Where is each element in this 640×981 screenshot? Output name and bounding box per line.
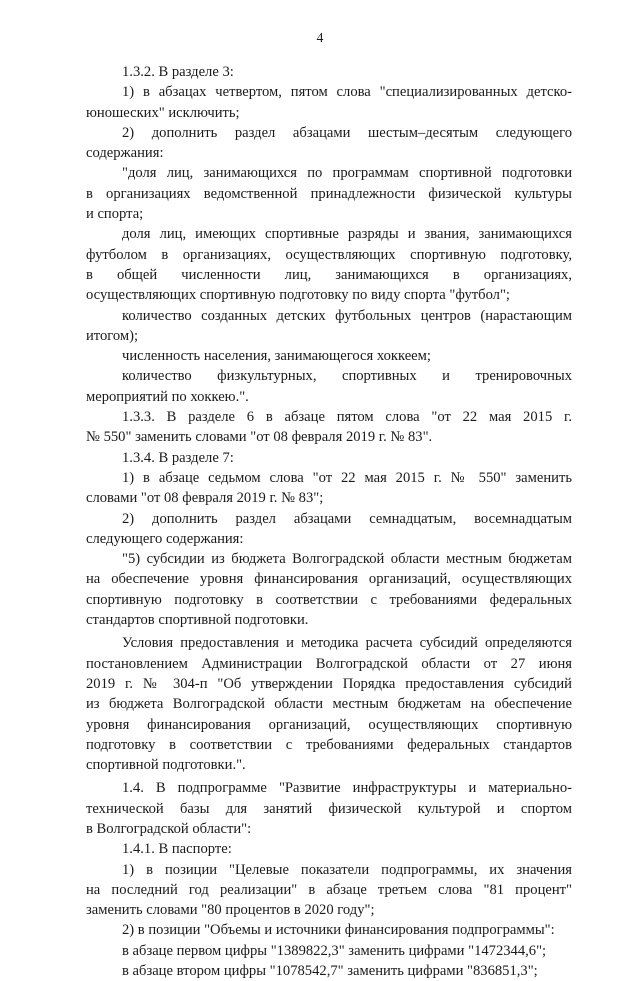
text-line: и спорта; — [86, 206, 144, 223]
text-line: осуществляющих спортивную подготовку по виду спорта "футбол"; — [86, 287, 510, 304]
text-line: юношеских" исключить; — [86, 104, 240, 121]
text-line: 1.3.3. В разделе 6 в абзаце пятом слова "от 22 мая 2015 г. — [122, 409, 572, 426]
text-line: мероприятий по хоккею.". — [86, 388, 249, 405]
text-line: Условия предоставления и методика расчета субсидий определяются — [122, 635, 572, 652]
text-line: № 550" заменить словами "от 08 февраля 2019 г. № 83". — [86, 429, 433, 446]
text-line: стандартов спортивной подготовки. — [86, 612, 309, 629]
page-number: 4 — [316, 30, 324, 45]
text-line: спортивную подготовку в соответствии с требованиями федеральных — [86, 591, 572, 608]
text-line: в Волгоградской области": — [86, 820, 252, 837]
text-line: заменить словами "80 процентов в 2020 году"; — [86, 902, 375, 919]
text-line: 2) в позиции "Объемы и источники финансирования подпрограммы": — [122, 922, 555, 939]
text-line: в организациях ведомственной принадлежности физической культуры — [86, 185, 572, 202]
document-body — [86, 62, 572, 981]
text-line: 2019 г. № 304-п "Об утверждении Порядка предоставления субсидий — [86, 675, 572, 692]
text-line: словами "от 08 февраля 2019 г. № 83"; — [86, 490, 324, 507]
text-line: численность населения, занимающегося хоккеем; — [122, 348, 431, 365]
text-line: на последний год реализации" в абзаце третьем слова "81 процент" — [86, 881, 572, 898]
text-line: 1) в абзацах четвертом, пятом слова "специализированных детско- — [122, 84, 572, 101]
text-line: 1) в абзаце седьмом слова "от 22 мая 2015 г. № 550" заменить — [122, 469, 572, 486]
text-line: 1.4.1. В паспорте: — [122, 841, 232, 858]
text-line: 1.4. В подпрограмме "Развитие инфраструктуры и материально- — [122, 780, 572, 797]
text-line: 2) дополнить раздел абзацами семнадцатым, восемнадцатым — [122, 510, 572, 527]
text-line: спортивной подготовки.". — [86, 757, 246, 774]
text-line: количество физкультурных, спортивных и тренировочных — [122, 368, 572, 385]
text-line: следующего содержания: — [86, 530, 244, 547]
text-line: на обеспечение уровня финансирования организаций, осуществляющих — [86, 571, 572, 588]
text-line: подготовку в соответствии с требованиями федеральных стандартов — [86, 736, 572, 753]
text-line: в общей численности лиц, занимающихся в организациях, — [86, 266, 572, 283]
text-line: в абзаце первом цифры "1389822,3" заменить цифрами "1472344,6"; — [122, 942, 547, 959]
text-line: 2) дополнить раздел абзацами шестым–десятым следующего — [122, 124, 572, 141]
text-line: итогом); — [86, 327, 139, 344]
text-line: в абзаце втором цифры "1078542,7" заменить цифрами "836851,3"; — [122, 963, 538, 980]
text-line: доля лиц, имеющих спортивные разряды и звания, занимающихся — [122, 226, 572, 243]
text-line: 1.3.2. В разделе 3: — [122, 64, 234, 80]
text-line: футболом в организациях, осуществляющих спортивную подготовку, — [86, 246, 572, 263]
text-line: "5) субсидии из бюджета Волгоградской области местным бюджетам — [122, 551, 572, 568]
text-line: содержания: — [86, 145, 164, 162]
text-line: 1.3.4. В разделе 7: — [122, 449, 234, 466]
text-line: 1) в позиции "Целевые показатели подпрограммы, их значения — [122, 861, 572, 878]
text-line: уровня финансирования организаций, осуществляющих спортивную — [86, 716, 572, 733]
text-line: постановлением Администрации Волгоградской области от 27 июня — [86, 655, 572, 672]
text-line: количество созданных детских футбольных центров (нарастающим — [122, 307, 572, 324]
text-line: технической базы для занятий физической культурой и спортом — [86, 800, 572, 817]
text-line: "доля лиц, занимающихся по программам спортивной подготовки — [122, 165, 572, 182]
text-line: из бюджета Волгоградской области местным бюджетам на обеспечение — [86, 696, 572, 713]
